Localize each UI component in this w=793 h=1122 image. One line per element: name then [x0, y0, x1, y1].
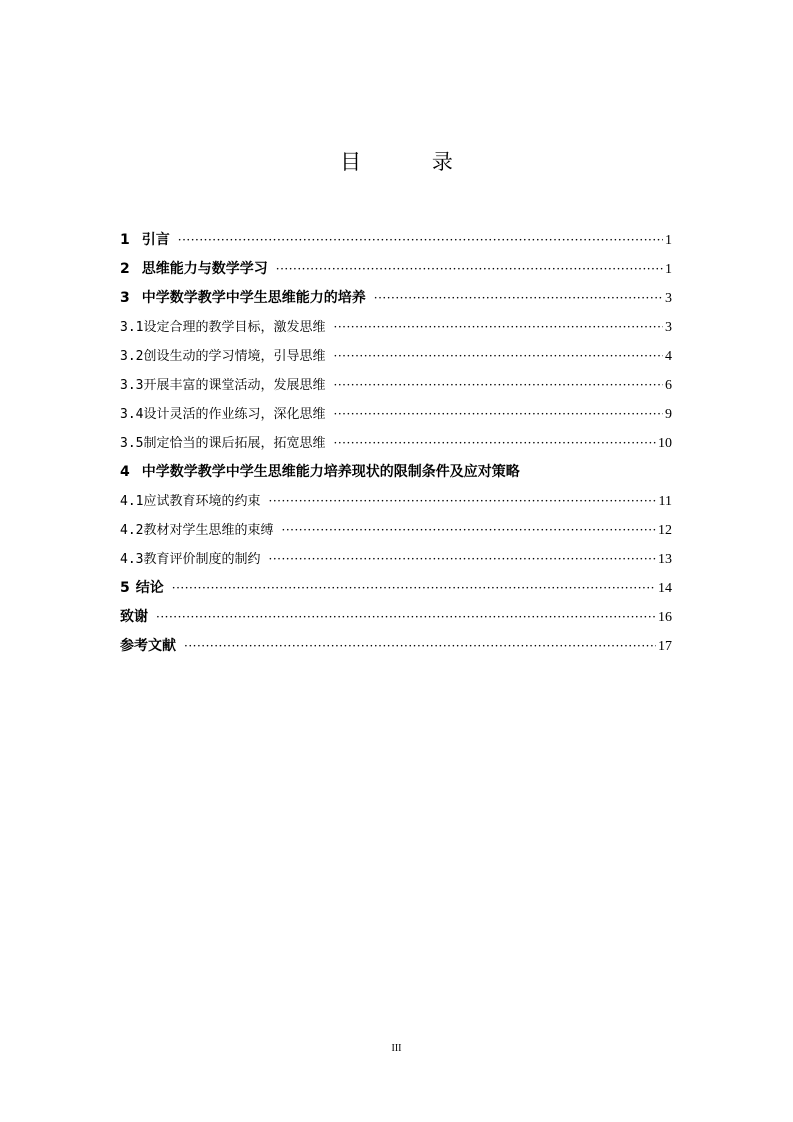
toc-entry-number: 2 [120, 261, 130, 277]
toc-entry-text: 参考文献 [120, 638, 176, 654]
toc-entry-number: 3.4 [120, 407, 144, 422]
toc-entry-label [120, 400, 326, 429]
toc-entry-text: 中学数学教学中学生思维能力培养现状的限制条件及应对策略 [141, 464, 520, 480]
toc-entry-5[interactable] [120, 574, 672, 603]
toc-dot-leader [374, 284, 663, 313]
toc-entry-references[interactable] [120, 632, 672, 661]
toc-entry-text: 结论 [135, 580, 164, 596]
toc-entry-3[interactable] [120, 284, 672, 313]
toc-entry-label [120, 313, 326, 342]
toc-entry-number: 3 [120, 290, 130, 306]
page-title: 目 录 [340, 150, 485, 174]
toc-dot-leader [269, 487, 657, 516]
toc-entry-3-3[interactable] [120, 371, 672, 400]
toc-entry-page: 13 [658, 552, 672, 567]
toc-entry-4-2[interactable] [120, 516, 672, 545]
toc-entry-number: 3.2 [120, 349, 144, 364]
toc-entry-page: 16 [658, 610, 672, 625]
toc-entry-label [120, 516, 274, 545]
toc-dot-leader [334, 313, 664, 342]
toc-entry-3-4[interactable] [120, 400, 672, 429]
toc-entry-number: 4 [120, 464, 130, 480]
page-number: III [391, 1043, 402, 1054]
toc-entry-4[interactable] [120, 458, 672, 487]
toc-entry-3-5[interactable] [120, 429, 672, 458]
toc-dot-leader [172, 574, 656, 603]
toc-entry-acknowledgements[interactable] [120, 603, 672, 632]
table-of-contents [120, 226, 672, 661]
toc-entry-text: 教育评价制度的制约 [143, 552, 261, 567]
toc-dot-leader [178, 226, 663, 255]
toc-entry-1[interactable] [120, 226, 672, 255]
toc-entry-text: 引言 [141, 232, 170, 248]
toc-entry-number: 3.5 [120, 436, 144, 451]
toc-entry-number: 1 [120, 232, 130, 248]
toc-entry-page: 4 [665, 349, 672, 364]
toc-entry-text: 应试教育环境的约束 [143, 494, 261, 509]
toc-entry-number: 3.3 [120, 378, 144, 393]
toc-entry-2[interactable] [120, 255, 672, 284]
toc-entry-number: 5 [120, 580, 130, 596]
toc-entry-page: 3 [665, 320, 672, 335]
toc-entry-page: 11 [658, 494, 672, 509]
toc-entry-label [120, 284, 366, 313]
toc-entry-page: 1 [665, 262, 672, 277]
toc-entry-text: 设定合理的教学目标，激发思维 [143, 320, 326, 335]
toc-entry-label [120, 487, 261, 516]
toc-entry-page: 12 [658, 523, 672, 538]
toc-entry-number: 4.1 [120, 494, 144, 509]
toc-entry-label [120, 574, 164, 603]
toc-entry-label [120, 603, 148, 632]
toc-entry-text: 中学数学教学中学生思维能力的培养 [141, 290, 366, 306]
toc-dot-leader [276, 255, 663, 284]
toc-entry-label [120, 255, 268, 284]
toc-dot-leader [282, 516, 657, 545]
toc-entry-label [120, 458, 520, 487]
toc-dot-leader [156, 603, 656, 632]
toc-entry-page: 17 [658, 639, 672, 654]
toc-entry-text: 创设生动的学习情境，引导思维 [143, 349, 326, 364]
toc-entry-4-3[interactable] [120, 545, 672, 574]
toc-entry-text: 致谢 [120, 609, 148, 625]
toc-entry-page: 1 [665, 233, 672, 248]
toc-entry-page: 9 [665, 407, 672, 422]
toc-entry-label [120, 429, 326, 458]
toc-dot-leader [184, 632, 656, 661]
toc-entry-page: 10 [658, 436, 672, 451]
toc-dot-leader [334, 342, 664, 371]
toc-entry-4-1[interactable] [120, 487, 672, 516]
toc-entry-text: 思维能力与数学学习 [141, 261, 268, 277]
toc-dot-leader [269, 545, 657, 574]
toc-entry-text: 开展丰富的课堂活动，发展思维 [143, 378, 326, 393]
toc-entry-3-2[interactable] [120, 342, 672, 371]
toc-entry-page: 6 [665, 378, 672, 393]
toc-entry-page: 3 [665, 291, 672, 306]
toc-entry-text: 制定恰当的课后拓展，拓宽思维 [143, 436, 326, 451]
toc-entry-number: 3.1 [120, 320, 144, 335]
toc-entry-label [120, 226, 170, 255]
toc-dot-leader [334, 429, 657, 458]
toc-entry-label [120, 545, 261, 574]
toc-entry-3-1[interactable] [120, 313, 672, 342]
toc-entry-text: 教材对学生思维的束缚 [143, 523, 274, 538]
toc-entry-number: 4.3 [120, 552, 144, 567]
toc-dot-leader [334, 400, 664, 429]
toc-dot-leader [334, 371, 664, 400]
toc-entry-label [120, 342, 326, 371]
toc-entry-label [120, 371, 326, 400]
toc-entry-text: 设计灵活的作业练习，深化思维 [143, 407, 326, 422]
toc-entry-page: 14 [658, 581, 672, 596]
toc-entry-number: 4.2 [120, 523, 144, 538]
toc-entry-label [120, 632, 176, 661]
